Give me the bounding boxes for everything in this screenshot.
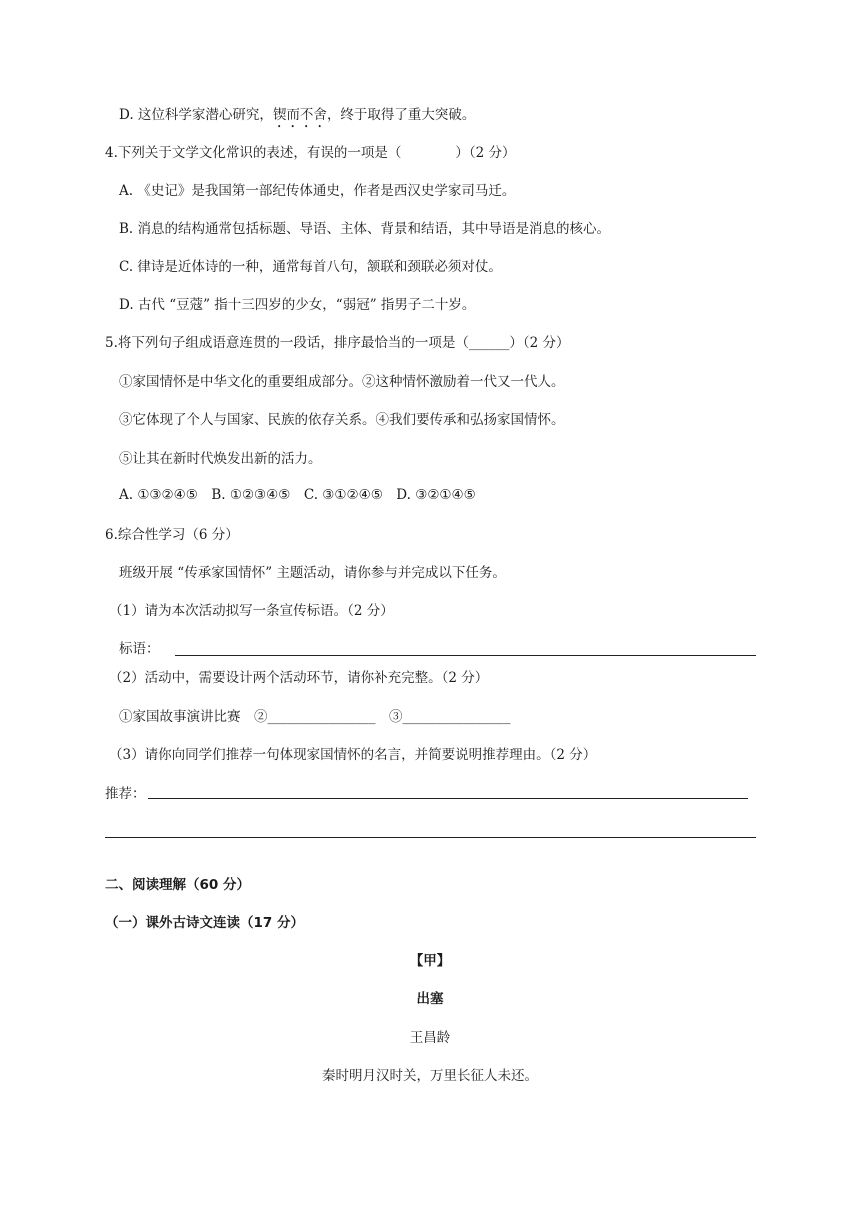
q4-stem: 4.下列关于文学文化常识的表述，有误的一项是（ ）（2 分） [105,145,516,161]
recommend-answer-line-2[interactable] [105,837,756,838]
q6-stem: 6.综合性学习（6 分） [105,527,239,543]
q4-option-a: A. 《史记》是我国第一部纪传体通史，作者是西汉史学家司马迁。 [119,183,516,199]
q5-options: A. ①③②④⑤ B. ①②③④⑤ C. ③①②④⑤ D. ③②①④⑤ [119,487,476,503]
recommend-label: 推荐： [105,786,146,802]
q6-task-2: （2）活动中，需要设计两个活动环节，请你补充完整。（2 分） [109,670,489,686]
q6-task-1: （1）请为本次活动拟写一条宣传标语。（2 分） [109,603,394,619]
q5-sentences-2: ③它体现了个人与国家、民族的依存关系。④我们要传承和弘扬家国情怀。 [119,412,565,428]
slogan-label: 标语： [119,641,160,657]
poem-tag: 【甲】 [409,953,451,969]
q3-option-d-dotted-word: 锲而不舍 [272,107,327,123]
recommend-answer-line-1[interactable] [148,798,748,799]
q3-option-d-prefix: D. 这位科学家潜心研究， [119,107,273,123]
q5-stem: 5.将下列句子组成语意连贯的一段话，排序最恰当的一项是（______）（2 分） [105,335,570,351]
q5-sentences-3: ⑤让其在新时代焕发出新的活力。 [119,451,322,467]
q5-sentences-1: ①家国情怀是中华文化的重要组成部分。②这种情怀激励着一代又一代人。 [119,374,565,390]
section-2-subheading: （一）课外古诗文连读（17 分） [105,915,304,931]
q6-intro: 班级开展 “传承家国情怀” 主题活动，请你参与并完成以下任务。 [119,565,506,581]
q6-activities: ①家国故事演讲比赛 ②________________ ③________________ [119,709,511,725]
q4-option-c: C. 律诗是近体诗的一种，通常每首八句，颔联和颈联必须对仗。 [119,259,502,275]
q6-task-3: （3）请你向同学们推荐一句体现家国情怀的名言，并简要说明推荐理由。（2 分） [109,747,597,763]
q4-option-b: B. 消息的结构通常包括标题、导语、主体、背景和结语，其中导语是消息的核心。 [119,221,611,237]
poem-title: 出塞 [416,991,444,1007]
section-2-heading: 二、阅读理解（60 分） [105,877,250,893]
q4-option-d: D. 古代 “豆蔻” 指十三四岁的少女，“弱冠” 指男子二十岁。 [119,297,476,313]
poem-author: 王昌龄 [409,1030,451,1046]
poem-line-1: 秦时明月汉时关，万里长征人未还。 [322,1068,538,1084]
q3-option-d [119,106,475,131]
slogan-answer-line[interactable] [175,655,756,656]
q3-option-d-suffix: ，终于取得了重大突破。 [326,107,476,123]
